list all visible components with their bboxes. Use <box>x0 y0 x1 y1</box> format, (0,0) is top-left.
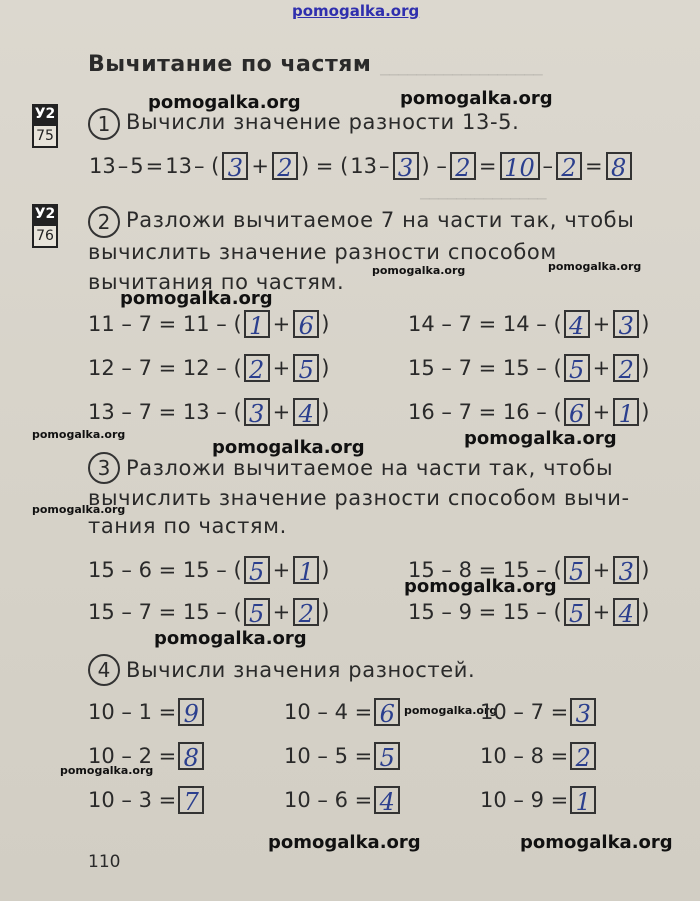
watermark: pomogalka.org <box>548 260 642 273</box>
answer-box[interactable]: 5 <box>564 598 590 626</box>
answer-box[interactable]: 6 <box>374 698 400 726</box>
eq-lhs: 16 – 7 = 16 – ( <box>408 400 562 424</box>
answer-box[interactable]: 8 <box>606 152 632 180</box>
eq-lhs: 10 – 3 = <box>88 788 177 812</box>
answer-box[interactable]: 2 <box>613 354 639 382</box>
watermark-top[interactable]: pomogalka.org <box>292 2 420 20</box>
watermark: pomogalka.org <box>400 88 553 109</box>
task-2-line: вычислить значение разности способом <box>88 240 557 264</box>
eq-op: = <box>145 154 164 178</box>
task-2-row: 15 – 7 = 15 – ( 5 + 2 ) <box>408 356 650 384</box>
eq-op: ) = ( <box>300 154 349 178</box>
task-number: 2 <box>88 206 120 238</box>
eq-text: 13 <box>165 154 192 178</box>
task-4-row <box>480 742 598 770</box>
watermark: pomogalka.org <box>60 764 154 777</box>
answer-box[interactable]: 4 <box>613 598 639 626</box>
watermark: pomogalka.org <box>212 437 365 458</box>
eq-op: – ( <box>193 154 220 178</box>
task-3-line: тания по частям. <box>88 514 287 538</box>
answer-box[interactable]: 5 <box>293 354 319 382</box>
eq-text: 13 <box>89 154 116 178</box>
answer-box[interactable]: 5 <box>244 556 270 584</box>
answer-box[interactable]: 1 <box>613 398 639 426</box>
watermark: pomogalka.org <box>32 428 126 441</box>
eq-op: = <box>585 154 603 178</box>
eq-lhs: 10 – 7 = <box>480 700 569 724</box>
task-3-row: 15 – 8 = 15 – ( 5 + 3 ) <box>408 558 650 586</box>
eq-lhs: 15 – 8 = 15 – ( <box>408 558 562 582</box>
task-number: 1 <box>88 108 120 140</box>
eq-op: – <box>117 154 129 178</box>
answer-box[interactable]: 4 <box>374 786 400 814</box>
answer-box[interactable]: 3 <box>613 556 639 584</box>
bleed-through: ────────────────── <box>380 66 543 84</box>
task-4-row <box>88 742 206 770</box>
answer-box[interactable]: 3 <box>393 152 419 180</box>
eq-lhs: 10 – 8 = <box>480 744 569 768</box>
task-1-equation <box>88 152 634 180</box>
answer-box[interactable]: 2 <box>450 152 476 180</box>
watermark: pomogalka.org <box>404 704 498 717</box>
answer-box[interactable]: 1 <box>244 310 270 338</box>
watermark: pomogalka.org <box>520 832 673 853</box>
eq-lhs: 10 – 2 = <box>88 744 177 768</box>
task-2-row: 12 – 7 = 12 – ( 2 + 5 ) <box>88 356 330 384</box>
watermark: pomogalka.org <box>32 503 126 516</box>
task-4-row <box>284 698 402 726</box>
eq-lhs: 10 – 6 = <box>284 788 373 812</box>
task-1-text: Вычисли значение разности 13-5. <box>126 110 520 134</box>
eq-lhs: 15 – 6 = 15 – ( <box>88 558 242 582</box>
answer-box[interactable]: 3 <box>222 152 248 180</box>
eq-text: 5 <box>130 154 144 178</box>
eq-op: – <box>542 154 553 178</box>
task-2-row: 13 – 7 = 13 – ( 3 + 4 ) <box>88 400 330 428</box>
eq-lhs: 10 – 9 = <box>480 788 569 812</box>
answer-box[interactable]: 5 <box>564 354 590 382</box>
ref-badge-1 <box>32 104 58 148</box>
task-4-row <box>480 698 598 726</box>
eq-text: 13 <box>350 154 378 178</box>
answer-box[interactable]: 5 <box>374 742 400 770</box>
eq-lhs: 11 – 7 = 11 – ( <box>88 312 242 336</box>
task-3-line: вычислить значение разности способом вычи- <box>88 486 630 510</box>
answer-box[interactable]: 1 <box>570 786 596 814</box>
eq-op: = <box>478 154 497 178</box>
answer-box[interactable]: 3 <box>570 698 596 726</box>
answer-box[interactable]: 3 <box>613 310 639 338</box>
watermark: pomogalka.org <box>268 832 421 853</box>
answer-box[interactable]: 2 <box>570 742 596 770</box>
eq-lhs: 10 – 4 = <box>284 700 373 724</box>
task-3-row: 15 – 9 = 15 – ( 5 + 4 ) <box>408 600 650 628</box>
task-2-row: 11 – 7 = 11 – ( 1 + 6 ) <box>88 312 330 340</box>
task-3-row: 15 – 6 = 15 – ( 5 + 1 ) <box>88 558 330 586</box>
answer-box[interactable]: 1 <box>293 556 319 584</box>
answer-box[interactable]: 3 <box>244 398 270 426</box>
answer-box[interactable]: 2 <box>272 152 298 180</box>
task-4-row <box>284 786 402 814</box>
task-2-line: Разложи вычитаемое 7 на части так, чтобы <box>126 208 635 232</box>
answer-box[interactable]: 6 <box>564 398 590 426</box>
task-3-row: 15 – 7 = 15 – ( 5 + 2 ) <box>88 600 330 628</box>
answer-box[interactable]: 4 <box>293 398 319 426</box>
task-4-text: Вычисли значения разностей. <box>126 658 476 682</box>
eq-op: + <box>251 154 269 178</box>
answer-box[interactable]: 8 <box>178 742 204 770</box>
task-3-line: Разложи вычитаемое на части так, чтобы <box>126 456 614 480</box>
eq-lhs: 15 – 7 = 15 – ( <box>88 600 242 624</box>
watermark: pomogalka.org <box>120 288 273 309</box>
answer-box[interactable]: 2 <box>556 152 582 180</box>
ref-page: 75 <box>32 124 58 148</box>
answer-box[interactable]: 5 <box>244 598 270 626</box>
eq-lhs: 15 – 7 = 15 – ( <box>408 356 562 380</box>
ref-code: У2 <box>32 204 58 224</box>
task-2-row: 14 – 7 = 14 – ( 4 + 3 ) <box>408 312 650 340</box>
eq-lhs: 13 – 7 = 13 – ( <box>88 400 242 424</box>
answer-box[interactable]: 4 <box>564 310 590 338</box>
bleed-through: ────────────── <box>420 190 547 208</box>
answer-box[interactable]: 6 <box>293 310 319 338</box>
answer-box[interactable]: 5 <box>564 556 590 584</box>
watermark: pomogalka.org <box>404 576 557 597</box>
task-4-row <box>88 698 206 726</box>
task-4-row <box>88 786 206 814</box>
answer-box[interactable]: 10 <box>500 152 540 180</box>
page-title: Вычитание по частям <box>88 52 372 77</box>
task-4-row <box>284 742 402 770</box>
answer-box[interactable]: 2 <box>244 354 270 382</box>
ref-badge-2 <box>32 204 58 248</box>
watermark: pomogalka.org <box>372 264 466 277</box>
task-number: 4 <box>88 654 120 686</box>
task-2-line: вычитания по частям. <box>88 270 345 294</box>
task-4-row <box>480 786 598 814</box>
ref-code: У2 <box>32 104 58 124</box>
answer-box[interactable]: 7 <box>178 786 204 814</box>
task-number: 3 <box>88 452 120 484</box>
eq-op: – <box>379 154 390 178</box>
task-2-row: 16 – 7 = 16 – ( 6 + 1 ) <box>408 400 650 428</box>
eq-lhs: 15 – 9 = 15 – ( <box>408 600 562 624</box>
eq-op: ) – <box>421 154 447 178</box>
eq-lhs: 14 – 7 = 14 – ( <box>408 312 562 336</box>
ref-page: 76 <box>32 224 58 248</box>
eq-lhs: 10 – 5 = <box>284 744 373 768</box>
watermark: pomogalka.org <box>148 92 301 113</box>
page-number: 110 <box>88 852 121 872</box>
eq-lhs: 12 – 7 = 12 – ( <box>88 356 242 380</box>
eq-lhs: 10 – 1 = <box>88 700 177 724</box>
watermark: pomogalka.org <box>464 428 617 449</box>
answer-box[interactable]: 2 <box>293 598 319 626</box>
answer-box[interactable]: 9 <box>178 698 204 726</box>
watermark: pomogalka.org <box>154 628 307 649</box>
